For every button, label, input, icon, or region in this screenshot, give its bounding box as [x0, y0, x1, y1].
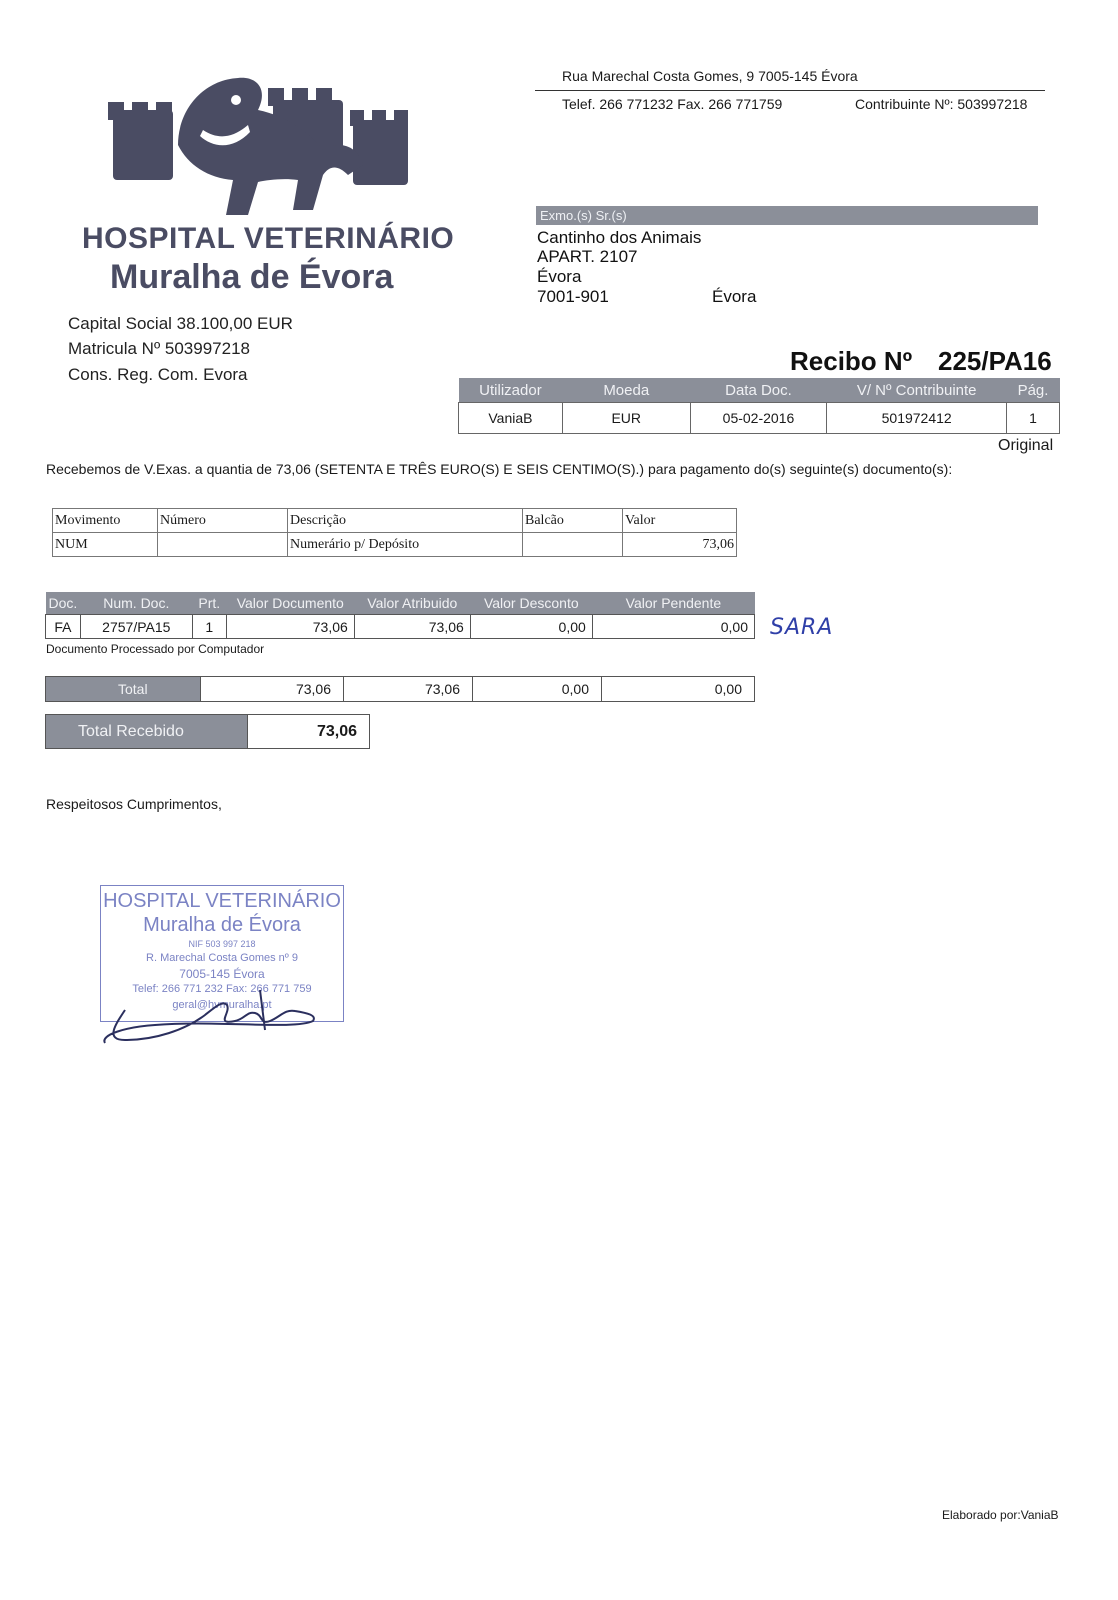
mov-numero	[158, 533, 288, 557]
info-header-pag: Pág.	[1007, 378, 1060, 403]
info-moeda: EUR	[562, 403, 690, 434]
closing-text: Respeitosos Cumprimentos,	[46, 796, 222, 812]
totals-table	[45, 676, 755, 702]
doc-type: FA	[46, 615, 81, 639]
prepared-by: Elaborado por:VaniaB	[942, 1508, 1059, 1522]
info-pag: 1	[1007, 403, 1060, 434]
hospital-name: HOSPITAL VETERINÁRIO	[82, 222, 455, 255]
signature	[95, 985, 325, 1055]
hospital-subname: Muralha de Évora	[110, 258, 394, 296]
total-valor-desconto: 0,00	[473, 677, 602, 702]
mov-descricao: Numerário p/ Depósito	[288, 533, 523, 557]
total-received-table	[45, 714, 370, 749]
customer-header: Exmo.(s) Sr.(s)	[536, 206, 1038, 225]
doc-header-valor-documento: Valor Documento	[226, 592, 354, 615]
total-valor-documento: 73,06	[201, 677, 344, 702]
mov-valor: 73,06	[623, 533, 737, 557]
mov-header-movimento: Movimento	[53, 509, 158, 533]
hospital-logo	[108, 70, 413, 220]
info-utilizador: VaniaB	[459, 403, 563, 434]
total-valor-pendente: 0,00	[602, 677, 755, 702]
total-received-label: Total Recebido	[46, 715, 248, 749]
doc-header-valor-atribuido: Valor Atribuido	[354, 592, 470, 615]
stamp-line-2: Muralha de Évora	[143, 914, 301, 936]
hospital-contribuinte: Contribuinte Nº: 503997218	[855, 96, 1028, 112]
doc-valor-documento: 73,06	[226, 615, 354, 639]
doc-valor-pendente: 0,00	[592, 615, 754, 639]
handwritten-note: SARA	[770, 615, 834, 640]
doc-valor-desconto: 0,00	[470, 615, 592, 639]
cons-reg: Cons. Reg. Com. Evora	[68, 365, 248, 384]
doc-valor-atribuido: 73,06	[354, 615, 470, 639]
info-header-utilizador: Utilizador	[459, 378, 563, 403]
stamp-line-1: HOSPITAL VETERINÁRIO	[103, 890, 341, 912]
customer-name: Cantinho dos Animais	[537, 228, 702, 247]
total-received-value: 73,06	[248, 715, 370, 749]
info-header-data: Data Doc.	[690, 378, 827, 403]
receipt-info-table	[458, 378, 1060, 434]
doc-header-valor-pendente: Valor Pendente	[592, 592, 754, 615]
mov-movimento: NUM	[53, 533, 158, 557]
mov-header-valor: Valor	[623, 509, 737, 533]
total-valor-atribuido: 73,06	[344, 677, 473, 702]
doc-number: 2757/PA15	[80, 615, 192, 639]
customer-city: Évora	[537, 267, 582, 286]
info-header-moeda: Moeda	[562, 378, 690, 403]
mov-balcao	[523, 533, 623, 557]
documents-table	[45, 592, 755, 639]
stamp-line-5: 7005-145 Évora	[179, 967, 265, 981]
receipt-statement: Recebemos de V.Exas. a quantia de 73,06 (SETENTA E TRÊS EURO(S) E SEIS CENTIMO(S).) para pagamento do(s) seguinte(s) documento(s):	[46, 461, 953, 477]
mov-header-descricao: Descrição	[288, 509, 523, 533]
address-divider	[535, 90, 1045, 91]
movimento-table	[52, 508, 737, 557]
mov-header-balcao: Balcão	[523, 509, 623, 533]
receipt-number: 225/PA16	[938, 346, 1052, 376]
stamp-line-7: geral@hvmuralha.pt	[172, 999, 272, 1011]
stamp-line-4: R. Marechal Costa Gomes nº 9	[146, 952, 298, 964]
total-label: Total	[46, 677, 201, 702]
capital-social: Capital Social 38.100,00 EUR	[68, 314, 293, 333]
stamp-line-3: NIF 503 997 218	[188, 939, 256, 949]
copy-label: Original	[998, 437, 1054, 454]
customer-address: APART. 2107	[537, 247, 638, 266]
hospital-address: Rua Marechal Costa Gomes, 9 7005-145 Évora	[562, 68, 858, 84]
info-contribuinte: 501972412	[827, 403, 1007, 434]
stamp-line-6: Telef: 266 771 232 Fax: 266 771 759	[132, 983, 312, 995]
doc-header-num: Num. Doc.	[80, 592, 192, 615]
doc-header-doc: Doc.	[46, 592, 81, 615]
hospital-tel-fax: Telef. 266 771232 Fax. 266 771759	[562, 96, 783, 112]
info-data: 05-02-2016	[690, 403, 827, 434]
mov-header-numero: Número	[158, 509, 288, 533]
matricula: Matricula Nº 503997218	[68, 339, 250, 358]
doc-prt: 1	[192, 615, 226, 639]
doc-header-prt: Prt.	[192, 592, 226, 615]
info-header-contribuinte: V/ Nº Contribuinte	[827, 378, 1007, 403]
customer-city-secondary: Évora	[712, 287, 757, 306]
customer-postal: 7001-901	[537, 287, 609, 306]
processed-note: Documento Processado por Computador	[46, 642, 265, 656]
receipt-title: Recibo Nº	[790, 346, 913, 376]
doc-header-valor-desconto: Valor Desconto	[470, 592, 592, 615]
